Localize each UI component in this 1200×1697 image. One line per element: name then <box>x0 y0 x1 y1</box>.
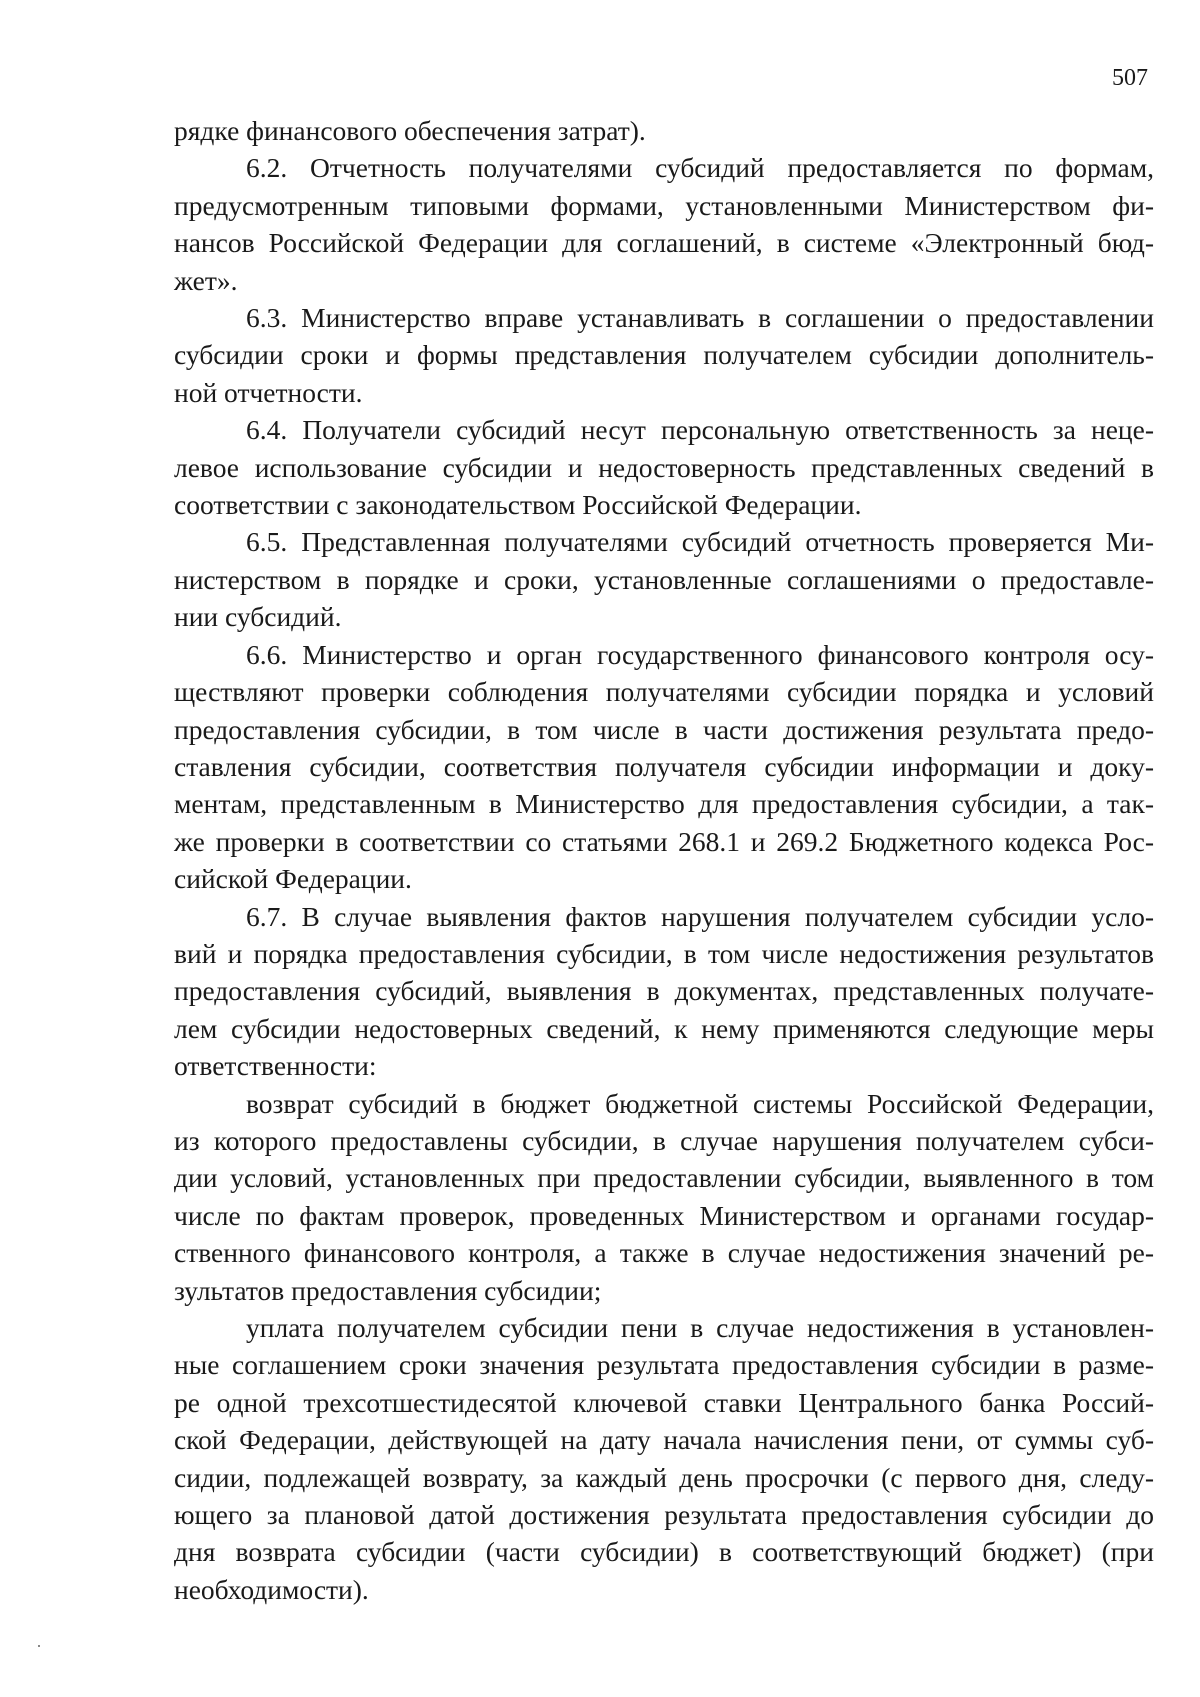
text-line: ной отчетности. <box>174 376 363 408</box>
paragraph-6-3 <box>174 299 1154 411</box>
text-line: нистерством в порядке и сроки, установленные соглашениями о предоставле- <box>174 563 1154 595</box>
document-body <box>174 112 1154 1608</box>
page-number: 507 <box>1112 65 1148 91</box>
paragraph-6-2 <box>174 149 1154 299</box>
text-line: необходимости). <box>174 1573 369 1605</box>
text-line: зультатов предоставления субсидии; <box>174 1274 602 1306</box>
text-line: дии условий, установленных при предоставлении субсидии, выявленного в том <box>174 1162 1154 1194</box>
text-line: 6.4. Получатели субсидий несут персональную ответственность за неце- <box>246 414 1154 446</box>
text-line: жет». <box>174 264 238 296</box>
text-line: ные соглашением сроки значения результата предоставления субсидии в разме- <box>174 1349 1154 1381</box>
text-line: нии субсидий. <box>174 601 342 633</box>
text-line: уплата получателем субсидии пени в случае недостижения в установлен- <box>246 1312 1154 1343</box>
scan-speck <box>38 1645 40 1647</box>
paragraph-6-7-refund <box>174 1085 1154 1309</box>
paragraph-6-5 <box>174 523 1154 635</box>
text-line: из которого предоставлены субсидии, в случае нарушения получателем субси- <box>174 1124 1154 1156</box>
text-line: ской Федерации, действующей на дату начала начисления пени, от суммы суб- <box>174 1424 1154 1456</box>
text-line: 6.5. Представленная получателями субсидий отчетность проверяется Ми- <box>246 526 1154 558</box>
text-line: ственного финансового контроля, а также в случае недостижения значений ре- <box>174 1237 1154 1269</box>
text-line: соответствии с законодательством Российской Федерации. <box>174 489 862 521</box>
paragraph-6-6 <box>174 636 1154 898</box>
text-line: ответственности: <box>174 1050 377 1082</box>
text-line: же проверки в соответствии со статьями 268.1 и 269.2 Бюджетного кодекса Рос- <box>174 825 1154 857</box>
text-line: числе по фактам проверок, проведенных Министерством и органами государ- <box>174 1199 1154 1231</box>
text-line: лем субсидии недостоверных сведений, к нему применяются следующие меры <box>174 1012 1154 1044</box>
text-line: 6.3. Министерство вправе устанавливать в соглашении о предоставлении <box>246 302 1154 334</box>
paragraph-continuation <box>174 112 1154 149</box>
text-line: рядке финансового обеспечения затрат). <box>174 115 646 146</box>
text-line: возврат субсидий в бюджет бюджетной системы Российской Федерации, <box>246 1087 1154 1119</box>
paragraph-6-7 <box>174 898 1154 1085</box>
text-line: сийской Федерации. <box>174 863 412 895</box>
text-line: нансов Российской Федерации для соглашений, в системе «Электронный бюд- <box>174 227 1154 259</box>
text-line: левое использование субсидии и недостоверность представленных сведений в <box>174 451 1154 483</box>
text-line: ставления субсидии, соответствия получателя субсидии информации и доку- <box>174 750 1154 782</box>
text-line: 6.6. Министерство и орган государственного финансового контроля осу- <box>246 638 1154 670</box>
text-line: дня возврата субсидии (части субсидии) в соответствующий бюджет) (при <box>174 1536 1154 1568</box>
text-line: ментам, представленным в Министерство для предоставления субсидии, а так- <box>174 788 1154 820</box>
text-line: 6.7. В случае выявления фактов нарушения получателем субсидии усло- <box>246 900 1154 932</box>
text-line: вий и порядка предоставления субсидии, в том числе недостижения результатов <box>174 937 1154 969</box>
text-line: ющего за плановой датой достижения результата предоставления субсидии до <box>174 1499 1154 1531</box>
text-line: предусмотренным типовыми формами, установленными Министерством фи- <box>174 189 1154 221</box>
text-line: субсидии сроки и формы представления получателем субсидии дополнитель- <box>174 339 1154 371</box>
paragraph-6-7-penalty <box>174 1309 1154 1608</box>
text-line: предоставления субсидии, в том числе в части достижения результата предо- <box>174 713 1154 745</box>
paragraph-6-4 <box>174 411 1154 523</box>
text-line: сидии, подлежащей возврату, за каждый день просрочки (с первого дня, следу- <box>174 1461 1154 1493</box>
text-line: 6.2. Отчетность получателями субсидий предоставляется по формам, <box>246 152 1154 184</box>
text-line: ре одной трехсотшестидесятой ключевой ставки Центрального банка Россий- <box>174 1386 1154 1418</box>
text-line: предоставления субсидий, выявления в документах, представленных получате- <box>174 975 1154 1007</box>
text-line: ществляют проверки соблюдения получателями субсидии порядка и условий <box>174 676 1154 708</box>
